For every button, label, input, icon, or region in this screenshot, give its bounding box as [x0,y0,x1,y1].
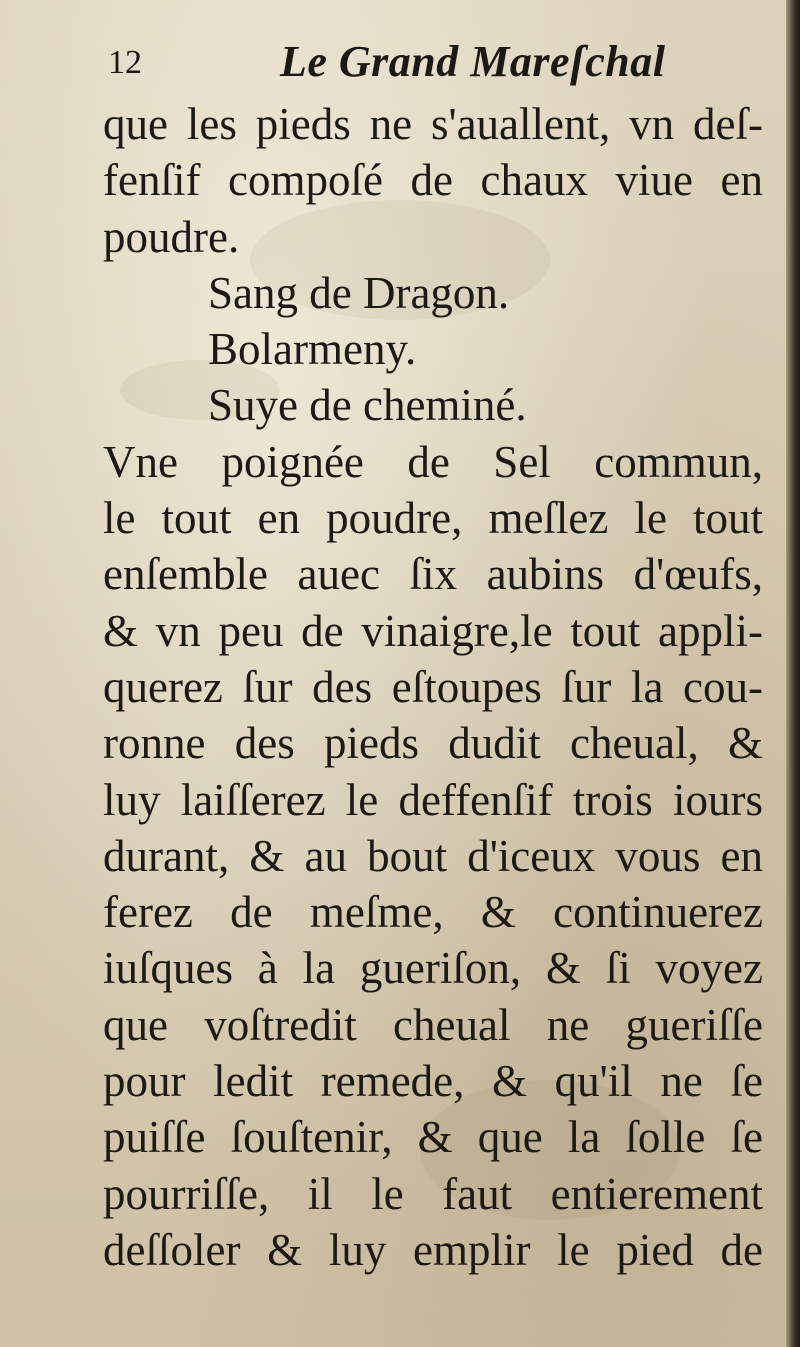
page-header [0,30,786,90]
text-line: le tout en poudre, meſlez le tout [103,493,763,544]
text-line: ferez de meſme, & continuerez [103,887,763,938]
book-spine-edge [786,0,800,1347]
text-line: enſemble auec ſix aubins d'œufs, [103,549,763,600]
text-line: que les pieds ne s'auallent, vn deſ- [103,99,763,149]
running-title: Le Grand Mareſchal [280,37,666,86]
text-line: ronne des pieds dudit cheual, & [103,718,763,769]
text-line: puiſſe ſouſtenir, & que la ſolle ſe [103,1112,763,1163]
text-line: deſſoler & luy emplir le pied de [103,1224,763,1275]
text-line: que voſtredit cheual ne gueriſſe [103,999,763,1050]
text-line: & vn peu de vinaigre,le tout appli- [103,605,763,656]
page-number: 12 [108,44,142,81]
ingredient-line: Sang de Dragon. [208,267,510,318]
text-line: pourriſſe, il le faut entierement [103,1168,763,1219]
text-line: pour ledit remede, & qu'il ne ſe [103,1056,763,1107]
ingredient-line: Suye de cheminé. [208,380,527,431]
text-line: querez ſur des eſtoupes ſur la cou- [103,661,763,712]
text-line: poudre. [103,211,240,262]
text-line: fenſif compoſé de chaux viue en [103,155,763,206]
text-line: durant, & au bout d'iceux vous en [103,830,763,881]
text-line: Vne poignée de Sel commun, [103,436,763,487]
ingredient-line: Bolarmeny. [208,324,417,375]
body-text [0,96,786,1278]
text-line: luy laiſſerez le deffenſif trois iours [103,774,763,825]
text-line: iuſques à la gueriſon, & ſi voyez [103,943,763,994]
